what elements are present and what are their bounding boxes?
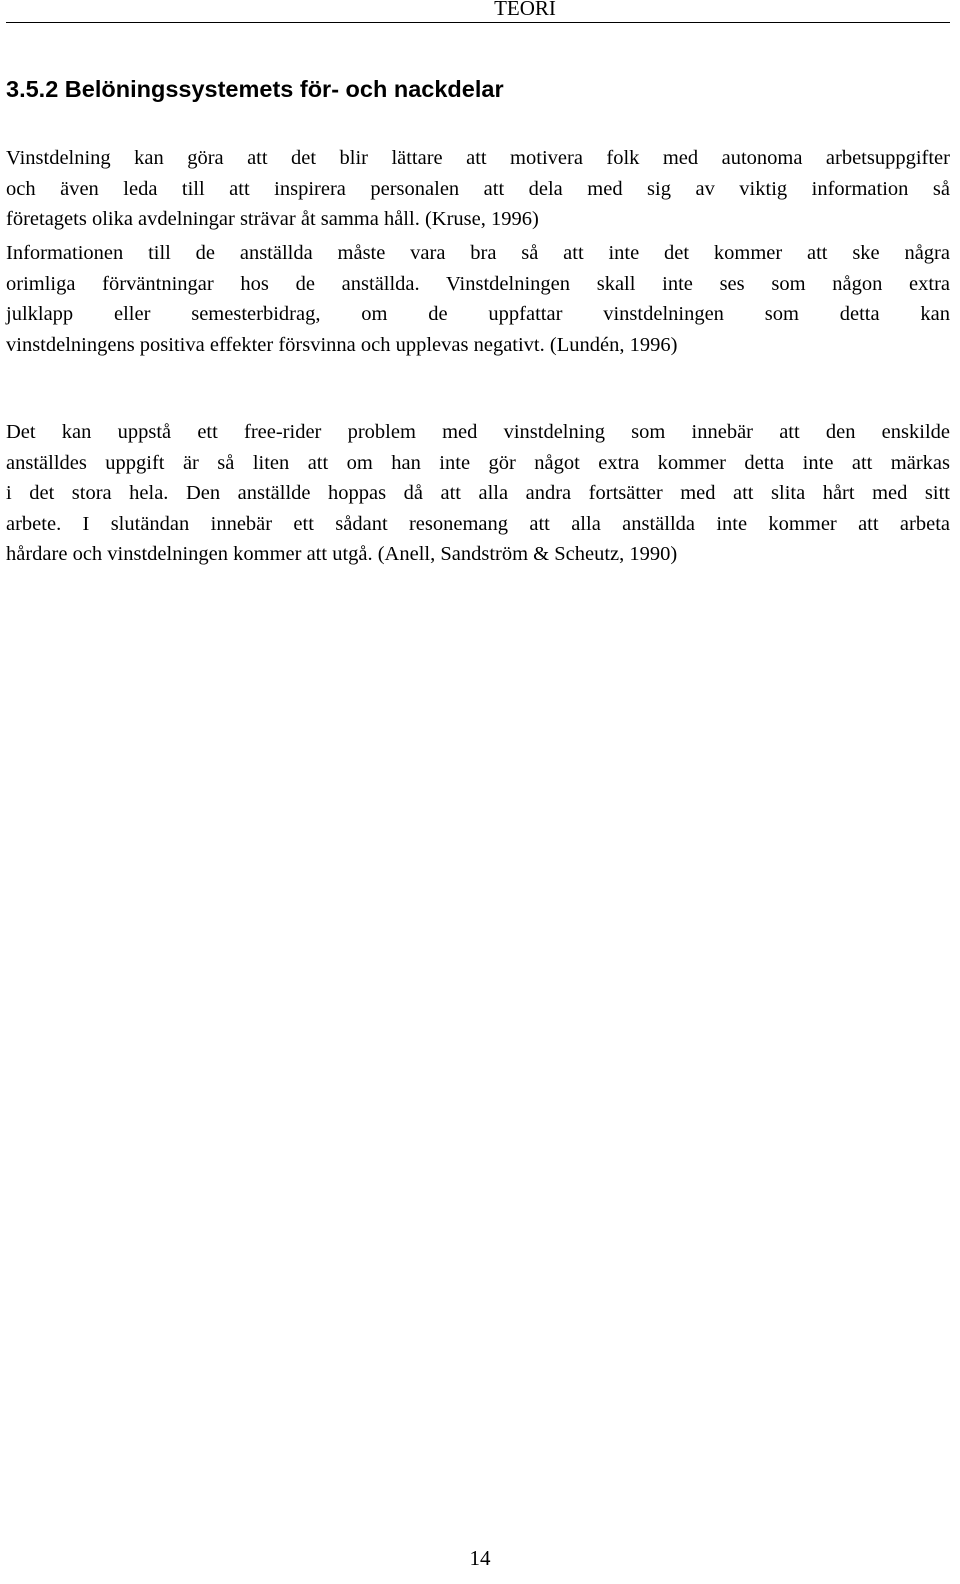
paragraph-line: arbete. I slutändan innebär ett sådant resonemang att alla anställda inte kommer att arbeta (6, 512, 950, 535)
paragraph-line: Det kan uppstå ett free-rider problem med vinstdelning som innebär att den enskilde (6, 421, 950, 443)
header-section-label: TEORI (494, 0, 556, 20)
paragraph-line: Vinstdelning kan göra att det blir lättare att motivera folk med autonoma arbetsuppgifter (6, 147, 950, 169)
paragraph-line: orimliga förväntningar hos de anställda. Vinstdelningen skall inte ses som någon extra (6, 272, 950, 295)
paragraph-3 (6, 417, 950, 570)
paragraph-line: företagets olika avdelningar strävar åt samma håll. (Kruse, 1996) (6, 208, 539, 230)
running-header (6, 0, 950, 23)
section-heading: 3.5.2 Belöningssystemets för- och nackdelar (6, 76, 504, 102)
paragraph-line: Informationen till de anställda måste vara bra så att inte det kommer att ske några (6, 242, 950, 264)
paragraph-2 (6, 238, 950, 360)
paragraph-line: och även leda till att inspirera personalen att dela med sig av viktig information så (6, 177, 950, 200)
paragraph-line: anställdes uppgift är så liten att om han inte gör något extra kommer detta inte att märkas (6, 451, 950, 474)
paragraph-line: hårdare och vinstdelningen kommer att utgå. (Anell, Sandström & Scheutz, 1990) (6, 543, 678, 565)
paragraph-1 (6, 143, 950, 235)
paragraph-line: i det stora hela. Den anställde hoppas då att alla andra fortsätter med att slita hårt med sitt (6, 482, 950, 504)
paragraph-line: julklapp eller semesterbidrag, om de uppfattar vinstdelningen som detta kan (6, 303, 950, 325)
page-number: 14 (469, 1546, 491, 1570)
paragraph-line: vinstdelningens positiva effekter försvinna och upplevas negativt. (Lundén, 1996) (6, 333, 678, 356)
